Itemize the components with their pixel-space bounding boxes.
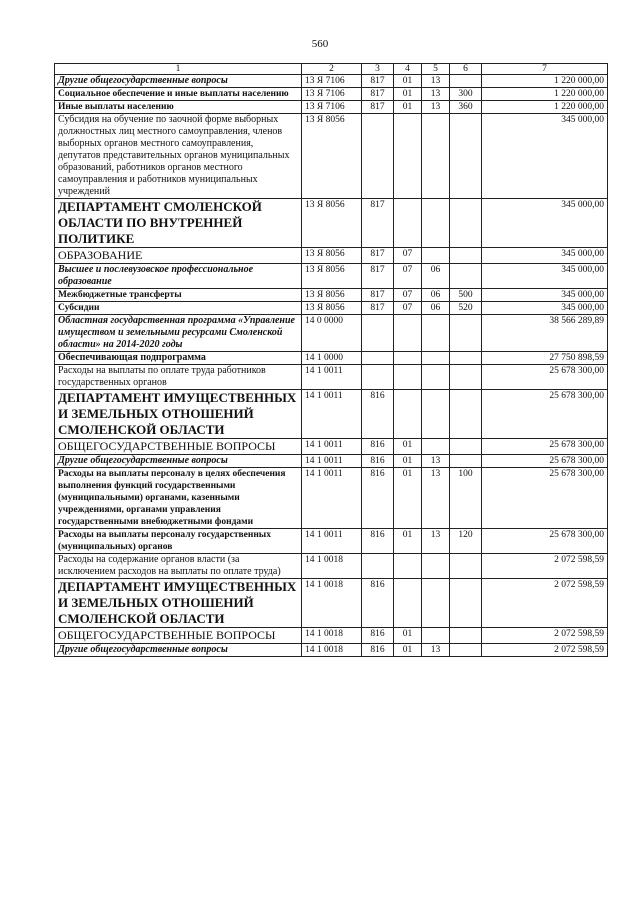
row-name-cell: Другие общегосударственные вопросы xyxy=(55,75,302,88)
row-name-cell: Субсидии xyxy=(55,302,302,315)
row-expense-type-cell xyxy=(450,248,482,264)
row-code-cell: 14 1 0011 xyxy=(302,390,362,439)
table-row xyxy=(55,352,608,365)
row-expense-type-cell: 500 xyxy=(450,289,482,302)
row-subsection-cell: 06 xyxy=(422,302,450,315)
row-section-cell: 01 xyxy=(394,455,422,468)
row-amount-cell: 25 678 300,00 xyxy=(482,439,608,455)
row-amount-cell: 345 000,00 xyxy=(482,302,608,315)
row-name-cell: Другие общегосударственные вопросы xyxy=(55,644,302,657)
row-amount-cell: 25 678 300,00 xyxy=(482,529,608,554)
row-subsection-cell: 13 xyxy=(422,455,450,468)
page-number: 560 xyxy=(311,38,329,50)
row-code-cell: 13 Я 7106 xyxy=(302,101,362,114)
row-amount-cell: 38 566 289,89 xyxy=(482,315,608,352)
header-cell: 1 xyxy=(55,64,302,75)
table-row xyxy=(55,199,608,248)
row-code-cell: 13 Я 8056 xyxy=(302,264,362,289)
row-ved-cell: 817 xyxy=(362,248,394,264)
row-amount-cell: 1 220 000,00 xyxy=(482,75,608,88)
row-section-cell: 01 xyxy=(394,101,422,114)
row-section-cell xyxy=(394,199,422,248)
row-name-cell: ДЕПАРТАМЕНТ ИМУЩЕСТВЕННЫХ И ЗЕМЕЛЬНЫХ ОТНОШЕНИЙ СМОЛЕНСКОЙ ОБЛАСТИ xyxy=(55,390,302,439)
row-expense-type-cell: 100 xyxy=(450,468,482,529)
table-header-row xyxy=(55,64,608,75)
row-subsection-cell: 13 xyxy=(422,101,450,114)
row-expense-type-cell xyxy=(450,455,482,468)
row-section-cell: 01 xyxy=(394,644,422,657)
row-section-cell: 01 xyxy=(394,88,422,101)
row-section-cell xyxy=(394,365,422,390)
row-name-cell: Расходы на выплаты персоналу государственных (муниципальных) органов xyxy=(55,529,302,554)
row-subsection-cell xyxy=(422,365,450,390)
row-code-cell: 14 1 0011 xyxy=(302,455,362,468)
row-amount-cell: 1 220 000,00 xyxy=(482,101,608,114)
row-ved-cell: 816 xyxy=(362,390,394,439)
row-subsection-cell: 13 xyxy=(422,75,450,88)
row-amount-cell: 2 072 598,59 xyxy=(482,628,608,644)
row-section-cell xyxy=(394,315,422,352)
row-expense-type-cell xyxy=(450,644,482,657)
row-code-cell: 14 1 0011 xyxy=(302,365,362,390)
row-code-cell: 13 Я 7106 xyxy=(302,88,362,101)
row-ved-cell: 817 xyxy=(362,199,394,248)
row-subsection-cell: 13 xyxy=(422,88,450,101)
row-subsection-cell xyxy=(422,315,450,352)
table-row xyxy=(55,302,608,315)
row-name-cell: ОБЩЕГОСУДАРСТВЕННЫЕ ВОПРОСЫ xyxy=(55,439,302,455)
row-subsection-cell xyxy=(422,628,450,644)
row-section-cell: 01 xyxy=(394,439,422,455)
row-name-cell: Социальное обеспечение и иные выплаты населению xyxy=(55,88,302,101)
table-row xyxy=(55,289,608,302)
table-row xyxy=(55,628,608,644)
row-expense-type-cell: 520 xyxy=(450,302,482,315)
row-code-cell: 14 1 0018 xyxy=(302,554,362,579)
row-code-cell: 13 Я 8056 xyxy=(302,114,362,199)
table-row xyxy=(55,101,608,114)
row-ved-cell: 816 xyxy=(362,455,394,468)
row-amount-cell: 345 000,00 xyxy=(482,264,608,289)
table-row xyxy=(55,75,608,88)
row-name-cell: Высшее и послевузовское профессиональное образование xyxy=(55,264,302,289)
row-ved-cell xyxy=(362,352,394,365)
header-cell: 4 xyxy=(394,64,422,75)
row-expense-type-cell xyxy=(450,390,482,439)
row-code-cell: 14 1 0018 xyxy=(302,579,362,628)
row-amount-cell: 2 072 598,59 xyxy=(482,579,608,628)
row-expense-type-cell xyxy=(450,352,482,365)
table-row xyxy=(55,315,608,352)
row-amount-cell: 25 678 300,00 xyxy=(482,365,608,390)
table-row xyxy=(55,439,608,455)
row-amount-cell: 2 072 598,59 xyxy=(482,644,608,657)
row-section-cell: 07 xyxy=(394,248,422,264)
table-row xyxy=(55,365,608,390)
row-ved-cell: 817 xyxy=(362,101,394,114)
row-code-cell: 14 1 0011 xyxy=(302,468,362,529)
budget-table xyxy=(54,63,608,657)
row-section-cell: 01 xyxy=(394,75,422,88)
row-amount-cell: 345 000,00 xyxy=(482,248,608,264)
row-code-cell: 13 Я 8056 xyxy=(302,248,362,264)
header-cell: 5 xyxy=(422,64,450,75)
row-code-cell: 14 1 0018 xyxy=(302,628,362,644)
row-amount-cell: 25 678 300,00 xyxy=(482,468,608,529)
table-row xyxy=(55,248,608,264)
row-name-cell: Областная государственная программа «Управление имуществом и земельными ресурсами Смоленской области» на 2014-2020 годы xyxy=(55,315,302,352)
row-name-cell: ОБЩЕГОСУДАРСТВЕННЫЕ ВОПРОСЫ xyxy=(55,628,302,644)
row-subsection-cell: 06 xyxy=(422,264,450,289)
row-name-cell: ДЕПАРТАМЕНТ ИМУЩЕСТВЕННЫХ И ЗЕМЕЛЬНЫХ ОТНОШЕНИЙ СМОЛЕНСКОЙ ОБЛАСТИ xyxy=(55,579,302,628)
row-subsection-cell xyxy=(422,439,450,455)
row-name-cell: Другие общегосударственные вопросы xyxy=(55,455,302,468)
row-amount-cell: 345 000,00 xyxy=(482,289,608,302)
row-subsection-cell: 13 xyxy=(422,529,450,554)
row-expense-type-cell xyxy=(450,264,482,289)
row-code-cell: 14 1 0011 xyxy=(302,439,362,455)
table-row xyxy=(55,455,608,468)
table-row xyxy=(55,579,608,628)
row-subsection-cell: 13 xyxy=(422,644,450,657)
row-section-cell xyxy=(394,390,422,439)
row-section-cell: 01 xyxy=(394,628,422,644)
row-ved-cell xyxy=(362,554,394,579)
row-section-cell xyxy=(394,579,422,628)
row-ved-cell: 817 xyxy=(362,75,394,88)
row-name-cell: Иные выплаты населению xyxy=(55,101,302,114)
row-ved-cell: 817 xyxy=(362,302,394,315)
row-subsection-cell: 06 xyxy=(422,289,450,302)
table-row xyxy=(55,554,608,579)
row-ved-cell: 816 xyxy=(362,468,394,529)
row-code-cell: 13 Я 8056 xyxy=(302,289,362,302)
header-cell: 2 xyxy=(302,64,362,75)
table-row xyxy=(55,468,608,529)
table-row xyxy=(55,114,608,199)
row-code-cell: 14 1 0000 xyxy=(302,352,362,365)
row-expense-type-cell xyxy=(450,75,482,88)
row-section-cell xyxy=(394,554,422,579)
row-ved-cell xyxy=(362,365,394,390)
row-name-cell: Расходы на выплаты по оплате труда работников государственных органов xyxy=(55,365,302,390)
row-ved-cell: 816 xyxy=(362,579,394,628)
row-expense-type-cell xyxy=(450,199,482,248)
row-code-cell: 13 Я 7106 xyxy=(302,75,362,88)
header-cell: 6 xyxy=(450,64,482,75)
row-section-cell xyxy=(394,352,422,365)
row-section-cell: 07 xyxy=(394,289,422,302)
row-name-cell: Расходы на выплаты персоналу в целях обеспечения выполнения функций государственными (муниципальными) органами, казенными учреждениями, органами управления государственными внебюджетными фондами xyxy=(55,468,302,529)
row-subsection-cell xyxy=(422,554,450,579)
row-expense-type-cell: 300 xyxy=(450,88,482,101)
row-subsection-cell xyxy=(422,390,450,439)
row-expense-type-cell xyxy=(450,114,482,199)
row-code-cell: 14 1 0011 xyxy=(302,529,362,554)
row-name-cell: Субсидия на обучение по заочной форме выборных должностных лиц местного самоуправления, членов выборных органов местного самоуправления, депутатов представительных органов муниципальных образований, работников органов местного самоуправления и работников муниципальных учреждений xyxy=(55,114,302,199)
row-subsection-cell xyxy=(422,114,450,199)
row-name-cell: ОБРАЗОВАНИЕ xyxy=(55,248,302,264)
row-expense-type-cell xyxy=(450,554,482,579)
header-cell: 3 xyxy=(362,64,394,75)
row-ved-cell: 817 xyxy=(362,264,394,289)
row-section-cell: 07 xyxy=(394,264,422,289)
row-code-cell: 14 0 0000 xyxy=(302,315,362,352)
table-row xyxy=(55,644,608,657)
row-ved-cell: 817 xyxy=(362,289,394,302)
row-name-cell: Межбюджетные трансферты xyxy=(55,289,302,302)
row-subsection-cell xyxy=(422,248,450,264)
table-row xyxy=(55,264,608,289)
row-expense-type-cell: 120 xyxy=(450,529,482,554)
row-ved-cell: 817 xyxy=(362,88,394,101)
table-row xyxy=(55,88,608,101)
row-amount-cell: 345 000,00 xyxy=(482,114,608,199)
row-ved-cell: 816 xyxy=(362,644,394,657)
row-amount-cell: 1 220 000,00 xyxy=(482,88,608,101)
row-ved-cell: 816 xyxy=(362,529,394,554)
row-name-cell: Расходы на содержание органов власти (за исключением расходов на выплаты по оплате труда) xyxy=(55,554,302,579)
row-ved-cell xyxy=(362,315,394,352)
row-name-cell: Обеспечивающая подпрограмма xyxy=(55,352,302,365)
row-section-cell xyxy=(394,114,422,199)
row-amount-cell: 25 678 300,00 xyxy=(482,455,608,468)
row-amount-cell: 27 750 898,59 xyxy=(482,352,608,365)
row-section-cell: 07 xyxy=(394,302,422,315)
row-expense-type-cell xyxy=(450,315,482,352)
row-amount-cell: 2 072 598,59 xyxy=(482,554,608,579)
row-expense-type-cell xyxy=(450,439,482,455)
row-expense-type-cell xyxy=(450,628,482,644)
row-amount-cell: 25 678 300,00 xyxy=(482,390,608,439)
row-code-cell: 13 Я 8056 xyxy=(302,302,362,315)
row-expense-type-cell: 360 xyxy=(450,101,482,114)
row-subsection-cell: 13 xyxy=(422,468,450,529)
row-amount-cell: 345 000,00 xyxy=(482,199,608,248)
header-cell: 7 xyxy=(482,64,608,75)
row-code-cell: 14 1 0018 xyxy=(302,644,362,657)
row-code-cell: 13 Я 8056 xyxy=(302,199,362,248)
row-expense-type-cell xyxy=(450,365,482,390)
row-section-cell: 01 xyxy=(394,529,422,554)
row-name-cell: ДЕПАРТАМЕНТ СМОЛЕНСКОЙ ОБЛАСТИ ПО ВНУТРЕННЕЙ ПОЛИТИКЕ xyxy=(55,199,302,248)
row-subsection-cell xyxy=(422,352,450,365)
row-subsection-cell xyxy=(422,579,450,628)
row-section-cell: 01 xyxy=(394,468,422,529)
row-ved-cell: 816 xyxy=(362,628,394,644)
row-ved-cell: 816 xyxy=(362,439,394,455)
table-row xyxy=(55,390,608,439)
row-expense-type-cell xyxy=(450,579,482,628)
row-subsection-cell xyxy=(422,199,450,248)
table-row xyxy=(55,529,608,554)
row-ved-cell xyxy=(362,114,394,199)
